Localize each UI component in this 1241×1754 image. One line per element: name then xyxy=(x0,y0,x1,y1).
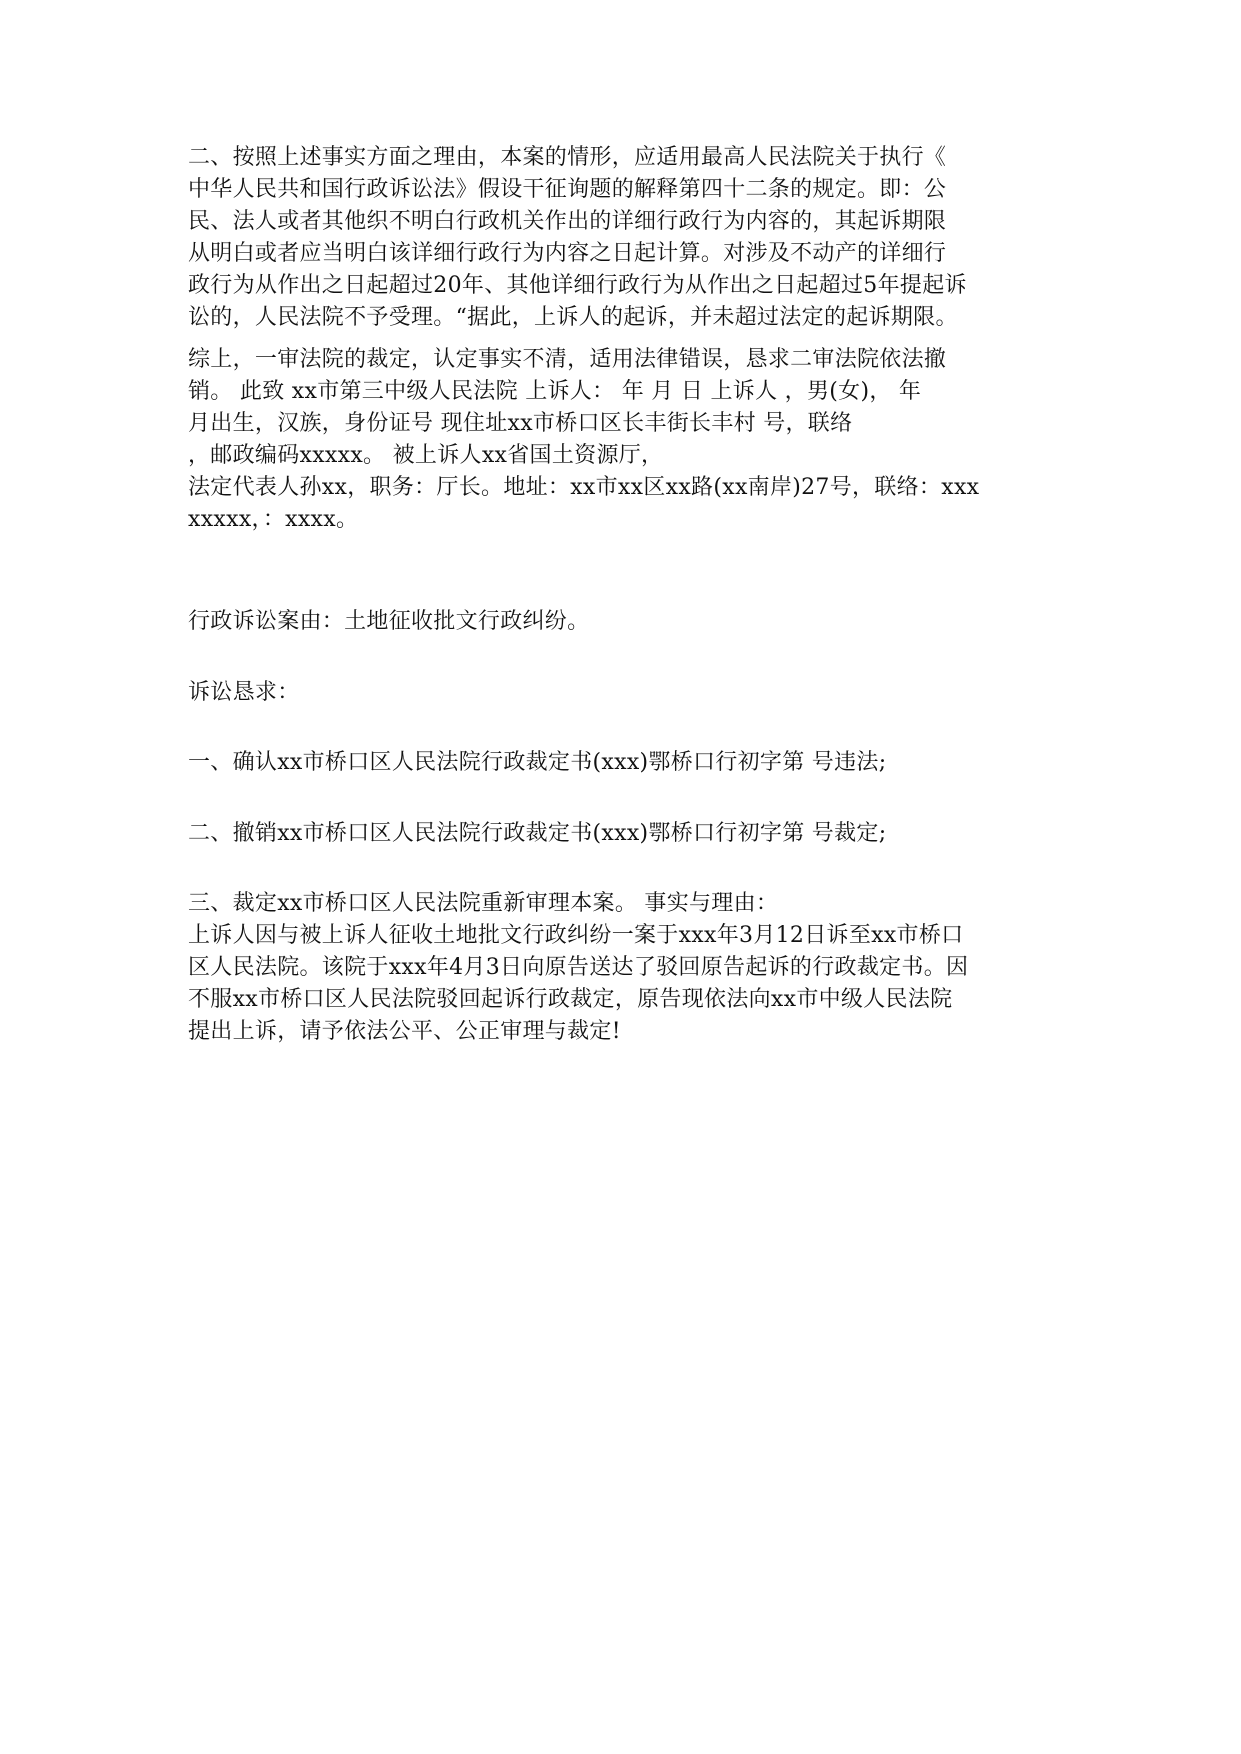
text-line: 区人民法院。该院于xxx年4月3日向原告送达了驳回原告起诉的行政裁定书。因 xyxy=(188,955,969,980)
text-line: 法定代表人孙xx，职务：厅长。地址：xx市xx区xx路(xx南岸)27号，联络：xxx xyxy=(188,475,980,500)
text-line: 月出生，汉族，身份证号 现住址xx市桥口区长丰街长丰村 号，联络 xyxy=(188,411,853,436)
text-line: 提出上诉，请予依法公平、公正审理与裁定! xyxy=(188,1019,621,1044)
text-line: 二、按照上述事实方面之理由，本案的情形，应适用最高人民法院关于执行《 xyxy=(188,145,947,170)
case-cause-text: 行政诉讼案由：土地征收批文行政纠纷。 xyxy=(188,609,590,634)
text-line: xxxxx，：xxxx。 xyxy=(188,507,359,532)
paragraph-legal-basis xyxy=(188,142,1068,334)
text-line: ，邮政编码xxxxx。 被上诉人xx省国土资源厅， xyxy=(188,443,664,468)
claims-heading-text: 诉讼恳求： xyxy=(188,680,300,705)
claim-text: 二、撤销xx市桥口区人民法院行政裁定书(xxx)鄂桥口行初字第 号裁定; xyxy=(188,821,887,846)
text-line: 政行为从作出之日起超过20年、其他详细行政行为从作出之日起超过5年提起诉 xyxy=(188,273,967,298)
text-line: 综上，一审法院的裁定，认定事实不清，适用法律错误，恳求二审法院依法撤 xyxy=(188,347,947,372)
claim-item-2 xyxy=(188,818,1068,850)
claim-text: 一、确认xx市桥口区人民法院行政裁定书(xxx)鄂桥口行初字第 号违法; xyxy=(188,750,887,775)
text-line: 上诉人因与被上诉人征收土地批文行政纠纷一案于xxx年3月12日诉至xx市桥口 xyxy=(188,923,964,948)
case-cause xyxy=(188,606,1068,638)
text-line: 中华人民共和国行政诉讼法》假设干征询题的解释第四十二条的规定。即：公 xyxy=(188,177,947,202)
text-line: 销。 此致 xx市第三中级人民法院 上诉人： 年 月 日 上诉人 ，男(女)， 年 xyxy=(188,379,922,404)
paragraph-facts-reasons xyxy=(188,888,1068,1048)
text-line: 不服xx市桥口区人民法院驳回起诉行政裁定，原告现依法向xx市中级人民法院 xyxy=(188,987,953,1012)
text-line: 从明白或者应当明白该详细行政行为内容之日起计算。对涉及不动产的详细行 xyxy=(188,241,947,266)
text-line: 三、裁定xx市桥口区人民法院重新审理本案。 事实与理由： xyxy=(188,891,779,916)
claims-heading xyxy=(188,677,1068,709)
claim-item-1 xyxy=(188,747,1068,779)
paragraph-conclusion-parties xyxy=(188,344,1068,536)
text-line: 讼的，人民法院不予受理。“据此，上诉人的起诉，并未超过法定的起诉期限。 xyxy=(188,305,958,330)
text-line: 民、法人或者其他织不明白行政机关作出的详细行政行为内容的，其起诉期限 xyxy=(188,209,947,234)
